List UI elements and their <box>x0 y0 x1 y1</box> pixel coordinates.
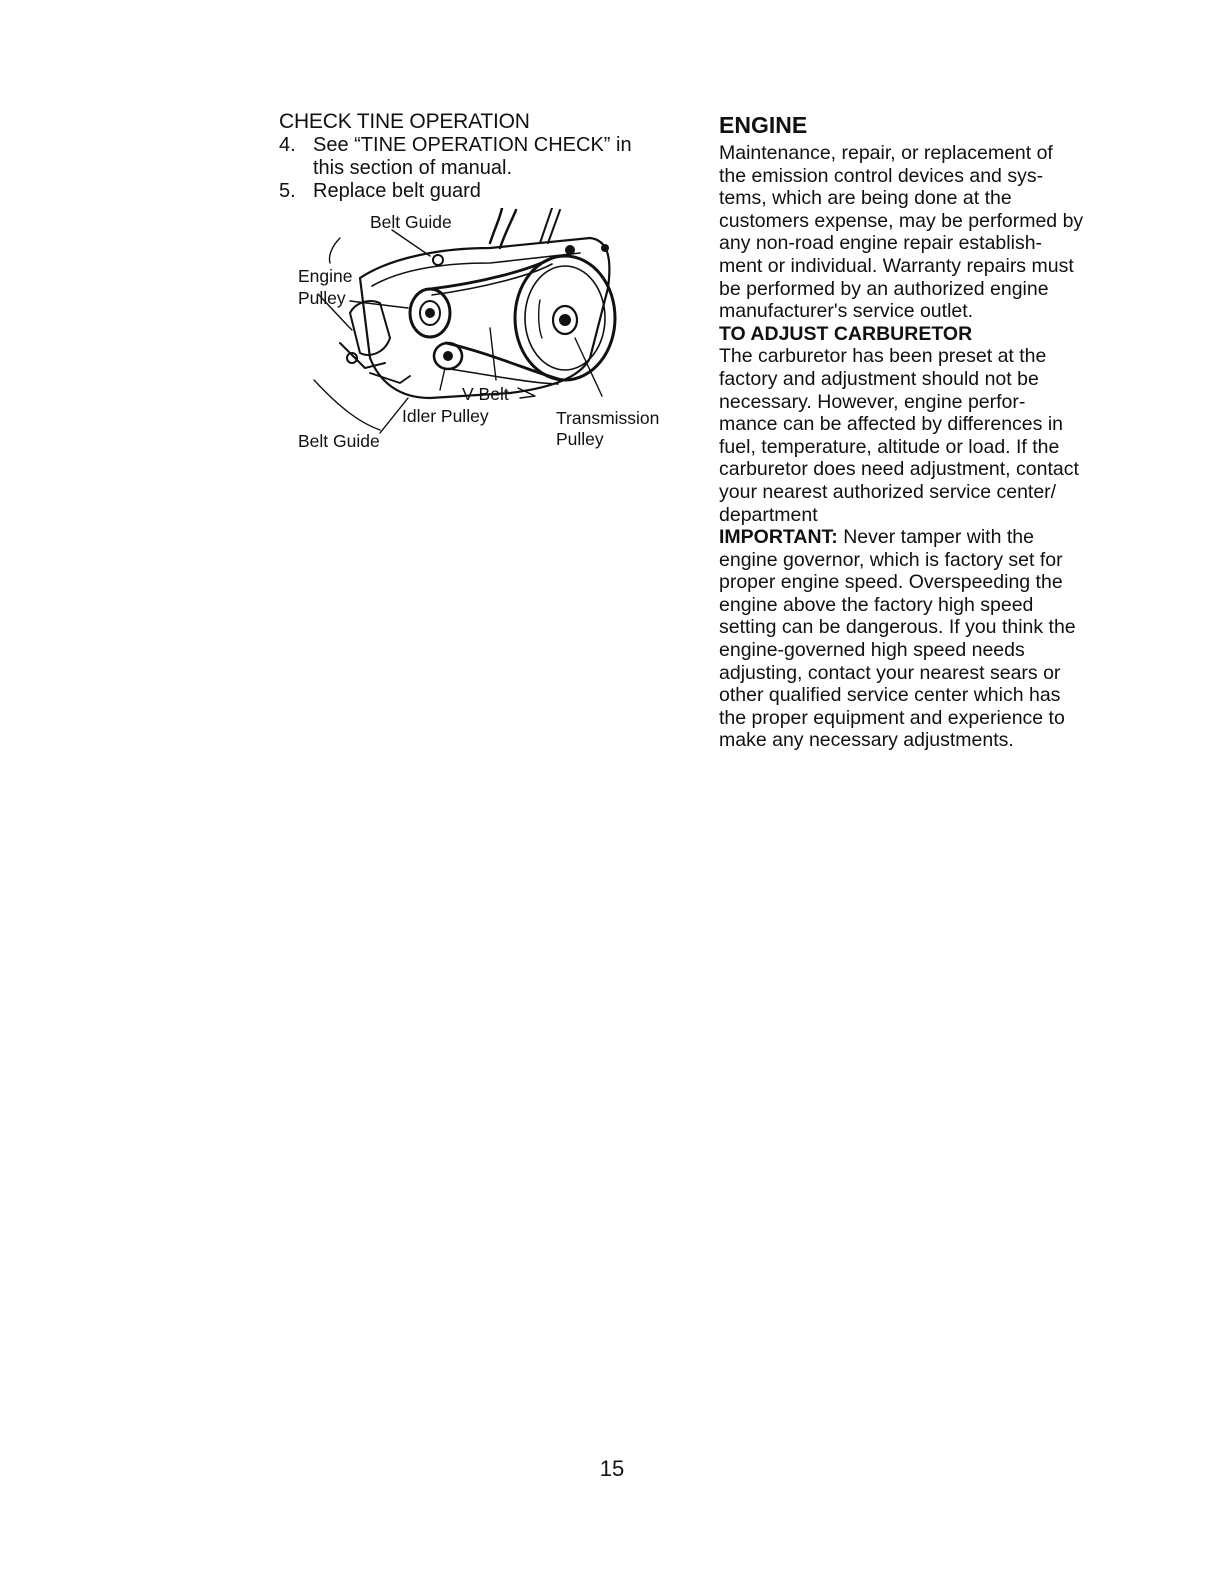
label-transmission-pulley-line1: Transmission <box>556 408 660 428</box>
maintenance-paragraph <box>719 142 1139 323</box>
text-line: necessary. However, engine perfor- <box>719 390 1026 413</box>
text-line: your nearest authorized service center/ <box>719 480 1057 503</box>
text-line: make any necessary adjustments. <box>719 729 1014 752</box>
carburetor-paragraph <box>719 345 1139 526</box>
text-line: setting can be dangerous. If you think the <box>719 616 1076 639</box>
label-idler-pulley: Idler Pulley <box>402 406 489 426</box>
text-line: tems, which are being done at the <box>719 187 1012 210</box>
adjust-carburetor-heading: TO ADJUST CARBURETOR <box>719 322 973 345</box>
label-transmission-pulley-line2: Pulley <box>556 429 604 449</box>
step-number: 4. <box>279 134 296 156</box>
text-line: department <box>719 503 818 526</box>
right-column <box>719 110 1139 752</box>
text-line: engine above the factory high speed <box>719 593 1034 616</box>
steps-list <box>279 134 679 203</box>
text-line: mance can be affected by differences in <box>719 413 1064 436</box>
step-text <box>313 134 679 180</box>
text-line: adjusting, contact your nearest sears or <box>719 661 1061 684</box>
left-column <box>279 110 679 203</box>
label-engine-pulley-line2: Pulley <box>298 288 346 308</box>
text-line: The carburetor has been preset at the <box>719 345 1047 368</box>
important-paragraph <box>719 526 1139 752</box>
step-text: Replace belt guard <box>313 180 481 202</box>
label-engine-pulley-line1: Engine <box>298 266 353 286</box>
text-line: manufacturer's service outlet. <box>719 300 974 323</box>
text-line: the proper equipment and experience to <box>719 706 1065 729</box>
text-line: the emission control devices and sys- <box>719 164 1044 187</box>
text-line: fuel, temperature, altitude or load. If the <box>719 435 1060 458</box>
text-line: proper engine speed. Overspeeding the <box>719 571 1063 594</box>
text-line: any non-road engine repair establish- <box>719 232 1043 255</box>
step-number: 5. <box>279 180 296 202</box>
label-belt-guide-bottom: Belt Guide <box>298 431 380 451</box>
text-line: Maintenance, repair, or replacement of <box>719 142 1053 164</box>
text-line: engine governor, which is factory set for <box>719 548 1063 571</box>
step-line: this section of manual. <box>313 157 512 179</box>
text-line: factory and adjustment should not be <box>719 367 1039 390</box>
label-belt-guide-top: Belt Guide <box>370 212 452 232</box>
text-line: ment or individual. Warranty repairs must <box>719 254 1074 277</box>
label-v-belt: V-Belt <box>462 384 509 404</box>
engine-heading: ENGINE <box>719 112 808 138</box>
important-label: IMPORTANT: <box>719 526 838 549</box>
step-line: See “TINE OPERATION CHECK” in <box>313 134 632 156</box>
step-4 <box>279 134 679 180</box>
step-5 <box>279 180 679 203</box>
page-number: 15 <box>599 1456 625 1481</box>
text-line: be performed by an authorized engine <box>719 277 1049 300</box>
text-line: engine-governed high speed needs <box>719 639 1025 662</box>
text-line: carburetor does need adjustment, contact <box>719 458 1079 481</box>
text-line: other qualified service center which has <box>719 684 1061 707</box>
check-tine-heading: CHECK TINE OPERATION <box>279 110 530 133</box>
text-line: customers expense, may be performed by <box>719 209 1084 232</box>
belt-diagram-figure <box>290 208 685 458</box>
text-line: Never tamper with the <box>837 526 1034 549</box>
